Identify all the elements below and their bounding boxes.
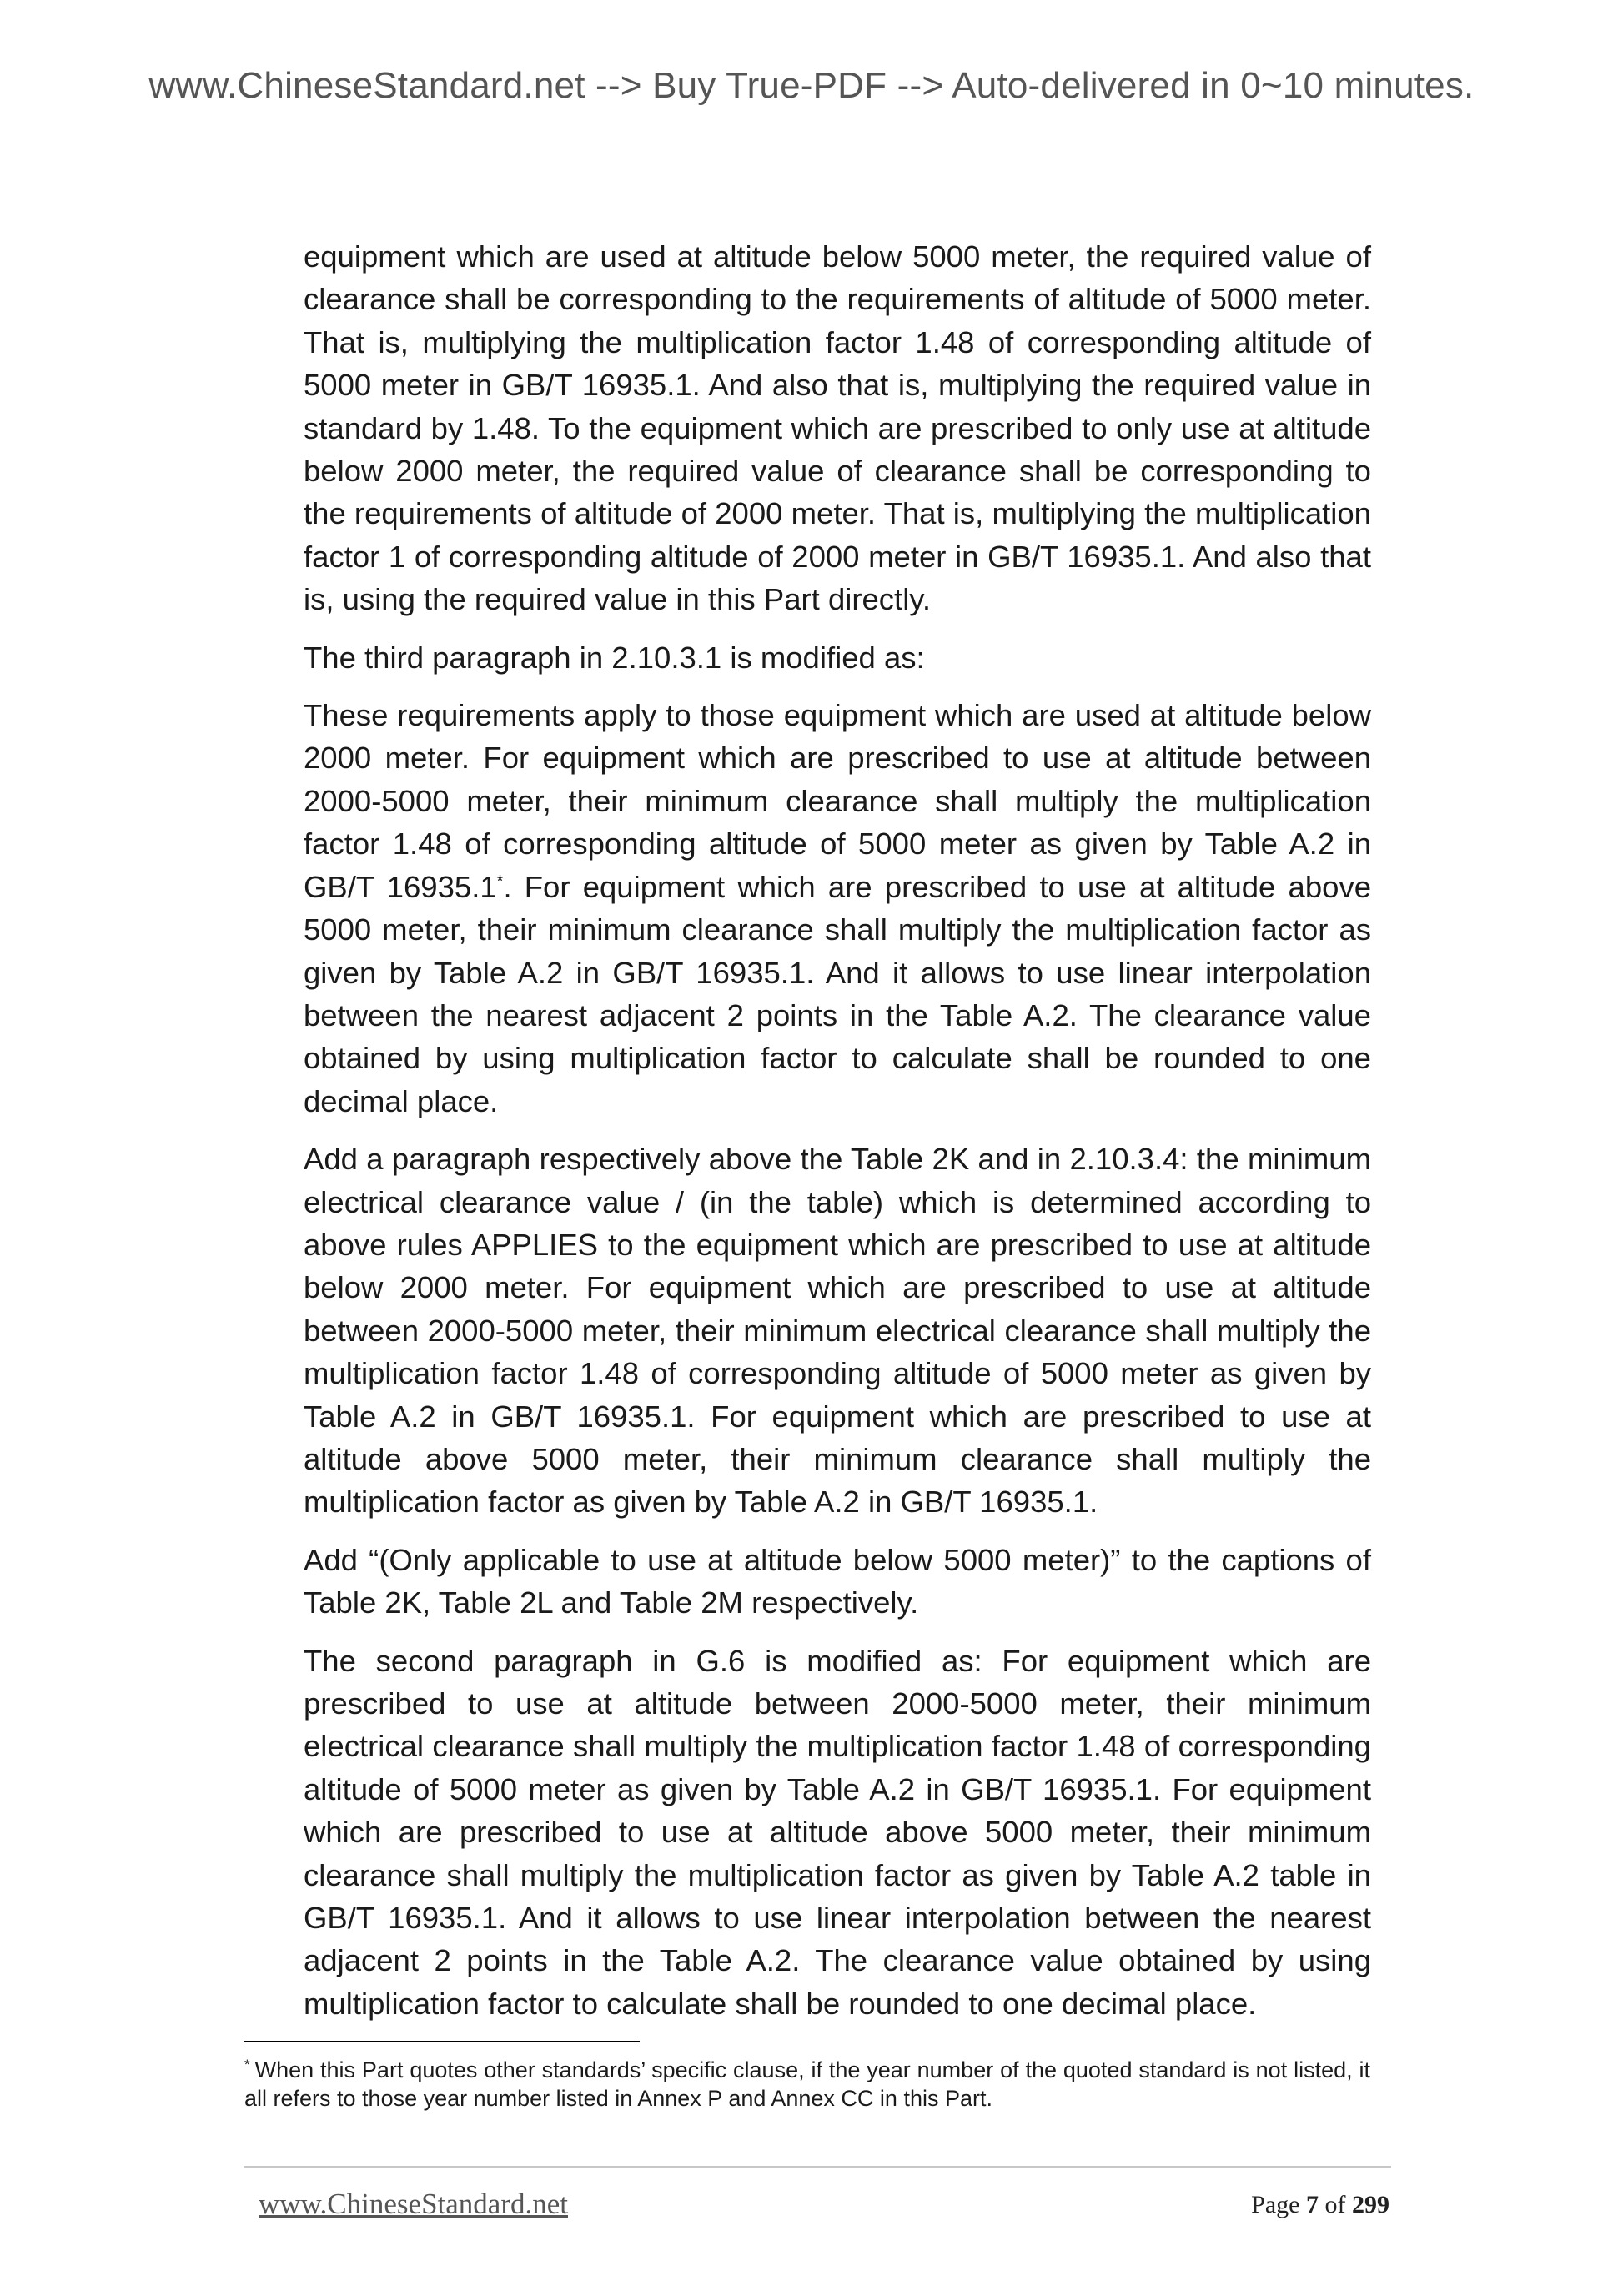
paragraph-4: Add a paragraph respectively above the Table 2K and in 2.10.3.4: the minimum electrical clearance value / (in the table) which is determined according to above rules APPLIES to the equipment which are prescribed to use at altitude below 2000 meter. For equipment which are prescribed to use at altitude between 2000-5000 meter, their minimum electrical clearance shall multiply the multiplication factor 1.48 of corresponding altitude of 5000 meter as given by Table A.2 in GB/T 16935.1. For equipment which are prescribed to use at altitude above 5000 meter, their minimum clearance shall multiply the multiplication factor as given by Table A.2 in GB/T 16935.1. bbox=[304, 1142, 1371, 1520]
footnote-divider bbox=[244, 2041, 640, 2042]
paragraph-2: The third paragraph in 2.10.3.1 is modified as: bbox=[304, 640, 925, 675]
paragraph-1: equipment which are used at altitude below 5000 meter, the required value of clearance shall be corresponding to the requirements of altitude of 5000 meter. That is, multiplying the multiplication factor 1.48 of corresponding altitude of 5000 meter in GB/T 16935.1. And also that is, multiplying the required value in standard by 1.48. To the equipment which are prescribed to only use at altitude below 2000 meter, the required value of clearance shall be corresponding to the requirements of altitude of 2000 meter. That is, multiplying the multiplication factor 1 of corresponding altitude of 2000 meter in GB/T 16935.1. And also that is, using the required value in this Part directly. bbox=[304, 239, 1371, 617]
footnote-reference[interactable]: * bbox=[496, 872, 504, 891]
footer-divider bbox=[244, 2166, 1391, 2168]
document-body bbox=[304, 235, 1371, 2040]
footer-website-link[interactable]: www.ChineseStandard.net bbox=[259, 2188, 568, 2220]
paragraph-3-end: . For equipment which are prescribed to use at altitude above 5000 meter, their minimum clearance shall multiply the multiplication factor as given by Table A.2 in GB/T 16935.1. And it allows to use linear interpolation between the nearest adjacent 2 points in the Table A.2. The clearance value obtained by using multiplication factor to calculate shall be rounded to one decimal place. bbox=[304, 869, 1371, 1118]
paragraph-5: Add “(Only applicable to use at altitude below 5000 meter)” to the captions of Table 2K, Table 2L and Table 2M respectively. bbox=[304, 1542, 1371, 1620]
paragraph-3 bbox=[304, 694, 1371, 1123]
page-header-banner: www.ChineseStandard.net --> Buy True-PDF --> Auto-delivered in 0~10 minutes. bbox=[148, 65, 1475, 106]
paragraph-6: The second paragraph in G.6 is modified as: For equipment which are prescribed to use at altitude between 2000-5000 meter, their minimum electrical clearance shall multiply the multiplication factor 1.48 of corresponding altitude of 5000 meter as given by Table A.2 in GB/T 16935.1. For equipment which are prescribed to use at altitude above 5000 meter, their minimum clearance shall multiply the multiplication factor as given by Table A.2 table in GB/T 16935.1. And it allows to use linear interpolation between the nearest adjacent 2 points in the Table A.2. The clearance value obtained by using multiplication factor to calculate shall be rounded to one decimal place. bbox=[304, 1643, 1371, 2021]
paragraph-3-start: These requirements apply to those equipment which are used at altitude below 2000 meter. For equipment which are prescribed to use at altitude between 2000-5000 meter, their minimum clearance shall multiply the multiplication factor 1.48 of corresponding altitude of 5000 meter as given by Table A.2 in GB/T 16935.1 bbox=[304, 698, 1371, 904]
page-of: of bbox=[1324, 2191, 1346, 2218]
page-total: 299 bbox=[1352, 2191, 1389, 2218]
footnote-text: When this Part quotes other standards’ specific clause, if the year number of the quoted standard is not listed, it all refers to those year number listed in Annex P and Annex CC in this Part. bbox=[244, 2057, 1370, 2111]
footnote bbox=[244, 2056, 1370, 2113]
page-current: 7 bbox=[1306, 2191, 1319, 2218]
page-number bbox=[1251, 2191, 1389, 2219]
page-label: Page bbox=[1251, 2191, 1300, 2218]
footnote-mark: * bbox=[244, 2057, 250, 2072]
